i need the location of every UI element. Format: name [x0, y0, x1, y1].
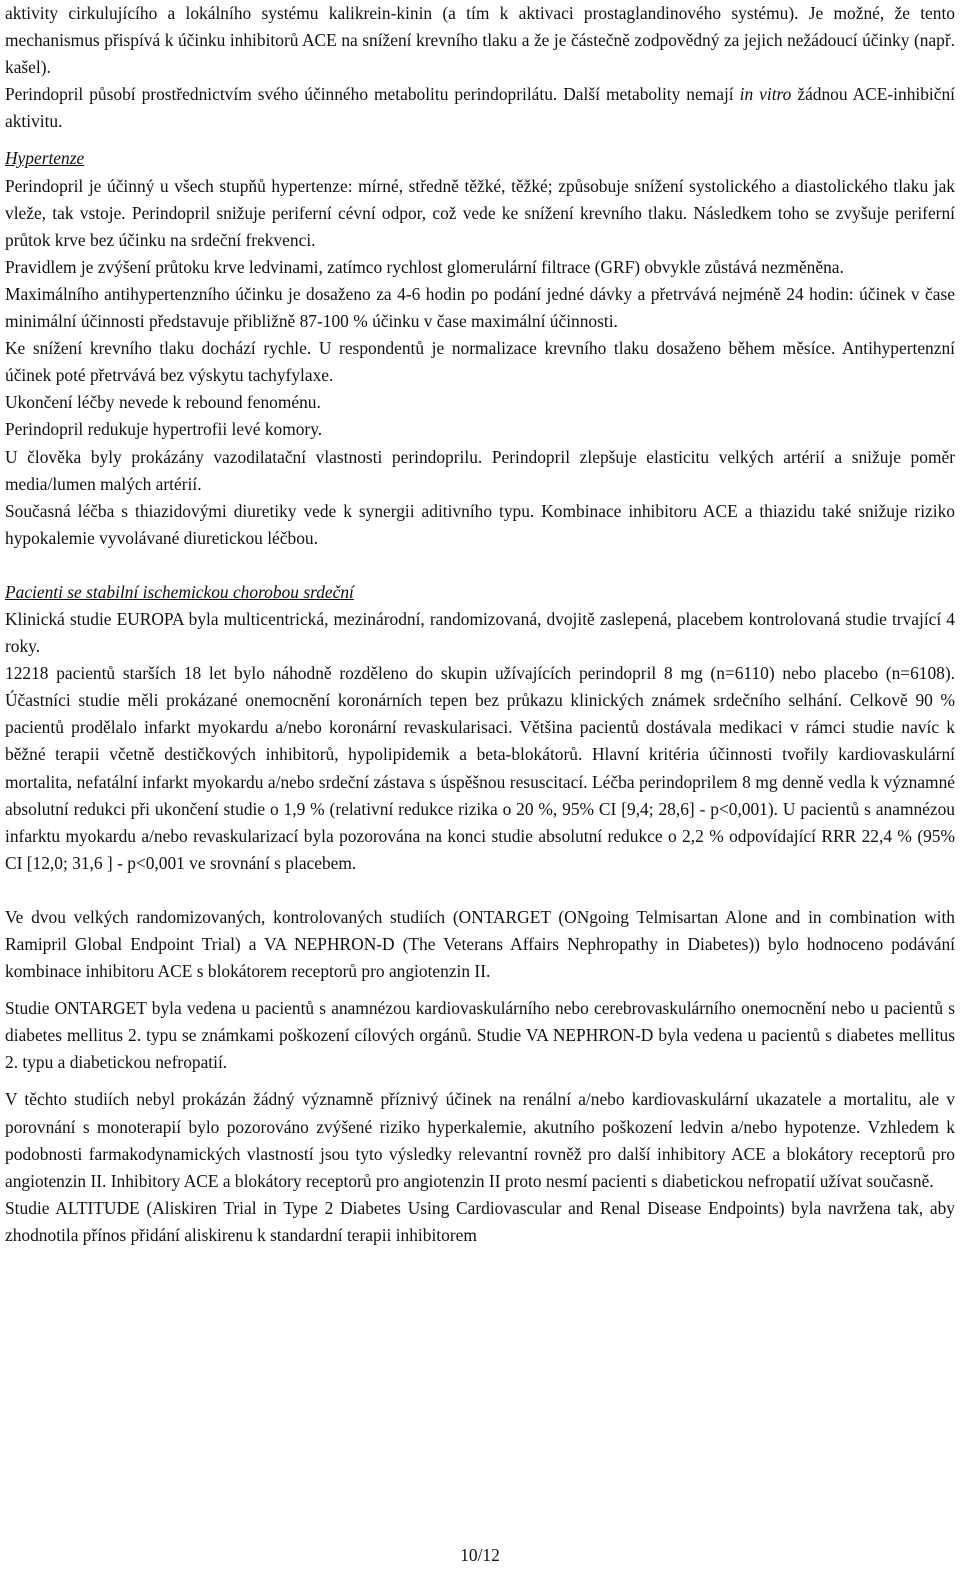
in-vitro-text: in vitro — [739, 84, 792, 105]
paragraph-kallikrein: aktivity cirkulujícího a lokálního systému kalikrein-kinin (a tím k aktivaci prostaglandinového systému). Je možné, že tento mechanismus přispívá k účinku inhibitorů ACE na snížení krevního tlaku a že je částečně zodpovědný za jejich nežádoucí účinky (např. kašel). — [5, 3, 955, 78]
paragraph-hypertension-4: Ke snížení krevního tlaku dochází rychle. U respondentů je normalizace krevního tlaku dosaženo během měsíce. Antihypertenzní účinek poté přetrvává bez výskytu tachyfylaxe. — [5, 338, 955, 386]
section-heading-ischemic: Pacienti se stabilní ischemickou chorobou srdeční — [5, 581, 354, 602]
paragraph-ontarget-1: Ve dvou velkých randomizovaných, kontrolovaných studiích (ONTARGET (ONgoing Telmisartan Alone and in combination with Ramipril Global Endpoint Trial) a VA NEPHRON-D (The Veterans Affairs Nephropathy in Diabetes)) bylo hodnoceno podávání kombinace inhibitoru ACE s blokátorem receptorů pro angiotenzin II. — [5, 906, 955, 982]
paragraph-ontarget-3: V těchto studiích nebyl prokázán žádný významně příznivý účinek na renální a/nebo kardiovaskulární ukazatele a mortalitu, ale v porovnání s monoterapií bylo pozorováno zvýšené riziko hyperkalemie, akutního poškození ledvin a/nebo hypotenze. Vzhledem k podobnosti farmakodynamických vlastností jsou tyto výsledky relevantní rovněž pro další inhibitory ACE a blokátory receptorů pro angiotenzin II. Inhibitory ACE a blokátory receptorů pro angiotenzin II proto nesmí pacienti s diabetickou nefropatií užívat současně. — [5, 1089, 955, 1191]
paragraph-hypertension-5: Ukončení léčby nevede k rebound fenoménu. — [5, 392, 321, 413]
paragraph-perindoprilat — [5, 81, 955, 135]
paragraph-hypertension-7: U člověka byly prokázány vazodilatační vlastnosti perindoprilu. Perindopril zlepšuje elasticitu velkých artérií a snižuje poměr media/lumen malých artérií. — [5, 446, 955, 494]
paragraph-europa-1: Klinická studie EUROPA byla multicentrická, mezinárodní, randomizovaná, dvojitě zaslepená, placebem kontrolovaná studie trvající 4 roky. — [5, 608, 955, 657]
paragraph-hypertension-8: Současná léčba s thiazidovými diuretiky vede k synergii aditivního typu. Kombinace inhibitoru ACE a thiazidu také snižuje riziko hypokalemie vyvolávané diuretickou léčbou. — [5, 500, 955, 548]
paragraph-perindoprilat-text: Perindopril působí prostřednictvím svého účinného metabolitu perindoprilátu. Další metabolity nemají — [5, 84, 740, 105]
page-number: 10/12 — [460, 1545, 500, 1565]
paragraph-hypertension-3: Maximálního antihypertenzního účinku je dosaženo za 4-6 hodin po podání jedné dávky a přetrvává nejméně 24 hodin: účinek v čase minimální účinnosti představuje přibližně 87-100 % účinku v čase maximální účinnosti. — [5, 283, 955, 332]
section-heading-hypertension: Hypertenze — [5, 148, 85, 169]
paragraph-ontarget-2: Studie ONTARGET byla vedena u pacientů s anamnézou kardiovaskulárního nebo cerebrovaskulárního onemocnění nebo u pacientů s diabetes mellitus 2. typu se známkami poškození cílových orgánů. Studie VA NEPHRON-D byla vedena u pacientů s diabetes mellitus 2. typu a diabetickou nefropatií. — [5, 998, 955, 1073]
paragraph-europa-2: 12218 pacientů starších 18 let bylo náhodně rozděleno do skupin užívajících perindopril 8 mg (n=6110) nebo placebo (n=6108). Účastníci studie měli prokázané onemocnění koronárních tepen bez průkazu klinických známek srdečního selhání. Celkově 90 % pacientů prodělalo infarkt myokardu a/nebo koronární revaskularisaci. Většina pacientů dostávala medikaci v rámci studie navíc k běžné terapii včetně destičkových inhibitorů, hypolipidemik a beta-blokátorů. Hlavní kritéria účinnosti tvořily kardiovaskulární mortalita, nefatální infarkt myokardu a/nebo srdeční zástava s úspěšnou resuscitací. Léčba perindoprilem 8 mg denně vedla k významné absolutní redukci při ukončení studie o 1,9 % (relativní redukce rizika o 20 %, 95% CI [9,4; 28,6] - p<0,001). U pacientů s anamnézou infarktu myokardu a/nebo revaskularizací byla pozorována na konci studie absolutní redukce o 2,2 % odpovídající RRR 22,4 % (95% CI [12,0; 31,6 ] - p<0,001 ve srovnání s placebem. — [5, 663, 955, 873]
document-page — [5, 0, 955, 1249]
paragraph-altitude: Studie ALTITUDE (Aliskiren Trial in Type 2 Diabetes Using Cardiovascular and Renal Disease Endpoints) byla navržena tak, aby zhodnotila přínos přidání aliskirenu k standardní terapii inhibitorem — [5, 1197, 955, 1245]
paragraph-hypertension-1: Perindopril je účinný u všech stupňů hypertenze: mírné, středně těžké, těžké; způsobuje snížení systolického a diastolického tlaku jak vleže, tak vstoje. Perindopril snižuje periferní cévní odpor, což vede ke snížení krevního tlaku. Následkem toho se zvyšuje periferní průtok krve bez účinku na srdeční frekvenci. — [5, 175, 955, 250]
paragraph-hypertension-2: Pravidlem je zvýšení průtoku krve ledvinami, zatímco rychlost glomerulární filtrace (GRF) obvykle zůstává nezměněna. — [5, 256, 844, 277]
paragraph-perindoprilat-tail: žádnou ACE-inhibiční aktivitu. — [5, 84, 955, 132]
paragraph-hypertension-6: Perindopril redukuje hypertrofii levé komory. — [5, 419, 323, 440]
